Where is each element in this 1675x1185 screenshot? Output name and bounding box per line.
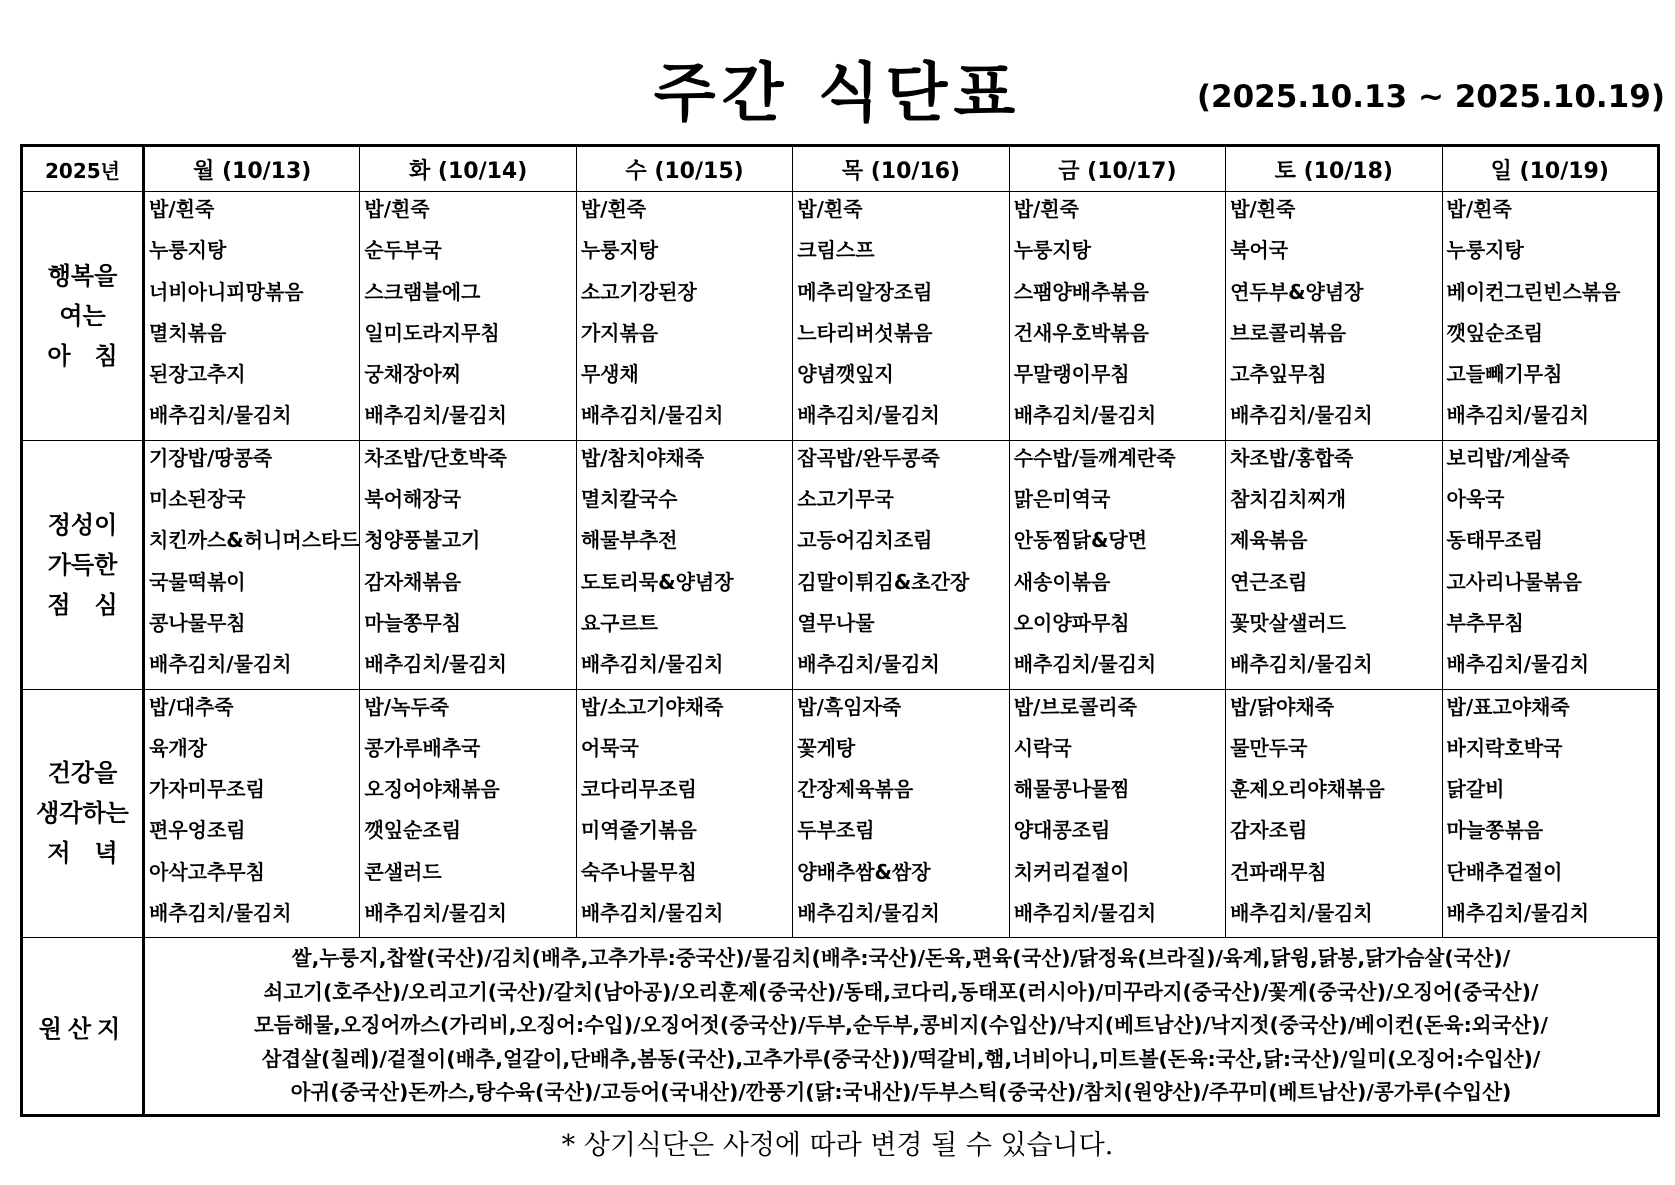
menu-item: 바지락호박국 (1446, 735, 1563, 760)
meal-label-line: 가득한 (47, 550, 118, 579)
menu-item: 차조밥/홍합죽 (1230, 445, 1354, 470)
menu-item: 배추김치/물김치 (797, 652, 940, 677)
menu-item: 배추김치/물김치 (1013, 652, 1157, 677)
day-header: 월 (10/13) (144, 146, 360, 192)
menu-item: 밥/표고야채죽 (1446, 694, 1570, 719)
menu-item: 배추김치/물김치 (364, 652, 507, 677)
menu-item: 밥/흰죽 (149, 197, 215, 221)
menu-list (793, 441, 1008, 689)
menu-item: 꽃맛살샐러드 (1230, 610, 1347, 635)
menu-item: 배추김치/물김치 (797, 403, 940, 428)
menu-item: 북어국 (1230, 238, 1289, 263)
menu-list (1443, 192, 1657, 440)
menu-cell (576, 440, 792, 689)
menu-item: 감자조림 (1230, 818, 1308, 843)
menu-item: 배추김치/물김치 (1230, 403, 1373, 428)
menu-list (145, 192, 359, 440)
menu-item: 궁채장아찌 (364, 362, 462, 387)
origin-line: 아귀(중국산)돈까스,탕수육(국산)/고등어(국내산)/깐풍기(닭:국내산)/두부스틱(중국산)/참치(원양산)/주꾸미(베트남산)/콩가루(수입산) (290, 1080, 1512, 1105)
menu-item: 밥/흰죽 (1446, 197, 1512, 221)
menu-item: 가지볶음 (580, 320, 659, 345)
menu-item: 두부조림 (797, 818, 875, 843)
menu-item: 부추무침 (1446, 610, 1524, 635)
menu-item: 고등어김치조림 (797, 528, 933, 553)
menu-cell (1226, 440, 1442, 689)
menu-item: 잡곡밥/완두콩죽 (797, 445, 940, 470)
menu-item: 김말이튀김&초간장 (797, 569, 970, 594)
menu-list (1443, 690, 1657, 938)
menu-item: 물만두국 (1230, 735, 1308, 760)
menu-item: 마늘쫑볶음 (1446, 818, 1544, 843)
meal-label-line: 생각하는 (36, 799, 129, 828)
origin-line: 쇠고기(호주산)/오리고기(국산)/갈치(남아공)/오리훈제(중국산)/동태,코다리,동태포(러시아)/미꾸라지(중국산)/꽃게(중국산)/오징어(중국산)/ (263, 979, 1539, 1004)
menu-item: 베이컨그린빈스볶음 (1446, 279, 1621, 304)
menu-item: 크림스프 (797, 238, 875, 263)
menu-item: 어묵국 (580, 735, 639, 760)
origin-line: 삼겹살(칠레)/겉절이(배추,얼갈이,단배추,봄동(국산),고추가루(중국산))/떡갈비,햄,너비아니,미트볼(돈육:국산,닭:국산)/일미(오징어:수입산)/ (261, 1046, 1541, 1071)
day-header: 금 (10/17) (1009, 146, 1225, 192)
menu-item: 숙주나물무침 (580, 859, 697, 884)
menu-item: 콩가루배추국 (364, 735, 481, 760)
menu-list (577, 690, 792, 938)
menu-item: 밥/흰죽 (1230, 197, 1296, 221)
day-header: 화 (10/14) (360, 146, 576, 192)
menu-item: 코다리무조림 (580, 777, 697, 802)
menu-item: 누룽지탕 (149, 238, 227, 263)
menu-item: 느타리버섯볶음 (797, 320, 933, 345)
weekly-menu-table (20, 144, 1660, 1117)
menu-item: 간장제육볶음 (797, 777, 914, 802)
menu-item: 오이양파무침 (1013, 610, 1130, 635)
menu-item: 배추김치/물김치 (797, 901, 940, 926)
menu-list (1226, 192, 1441, 440)
menu-item: 밥/흰죽 (797, 197, 863, 221)
menu-item: 제육볶음 (1230, 528, 1308, 553)
menu-cell (360, 192, 576, 441)
menu-item: 안동찜닭&당면 (1013, 528, 1148, 553)
menu-item: 밥/대추죽 (149, 694, 234, 719)
menu-item: 새송이볶음 (1013, 569, 1111, 594)
menu-item: 훈제오리야채볶음 (1230, 777, 1385, 802)
origin-line: 모듬해물,오징어까스(가리비,오징어:수입)/오징어젓(중국산)/두부,순두부,콩비지(수입산)/낙지(베트남산)/낙지젓(중국산)/베이컨(돈육:외국산)/ (253, 1013, 1549, 1038)
menu-item: 마늘쫑무침 (364, 610, 462, 635)
menu-item: 배추김치/물김치 (580, 403, 724, 428)
menu-item: 청양풍불고기 (364, 528, 481, 553)
menu-item: 아욱국 (1446, 487, 1505, 512)
menu-list (1226, 441, 1441, 689)
menu-item: 해물콩나물찜 (1013, 777, 1130, 802)
meal-label-line: 여는 (59, 301, 106, 330)
menu-item: 배추김치/물김치 (1230, 652, 1373, 677)
menu-cell (576, 192, 792, 441)
menu-item: 콩나물무침 (149, 610, 246, 635)
meal-label (22, 440, 144, 689)
menu-item: 밥/소고기야채죽 (580, 694, 724, 719)
menu-item: 치커리겉절이 (1013, 859, 1130, 884)
menu-item: 브로콜리볶음 (1230, 320, 1347, 345)
menu-list (145, 441, 359, 689)
origin-label: 원산지 (22, 938, 144, 1116)
menu-item: 밥/흑임자죽 (797, 694, 902, 719)
meal-row (22, 689, 1659, 938)
meal-label-line: 건강을 (47, 759, 118, 788)
menu-item: 배추김치/물김치 (149, 901, 292, 926)
meal-row (22, 440, 1659, 689)
meal-label-line: 행복을 (47, 261, 118, 290)
menu-cell (144, 192, 360, 441)
menu-item: 건새우호박볶음 (1013, 320, 1149, 345)
menu-list (1010, 690, 1225, 938)
menu-item: 스팸양배추볶음 (1013, 279, 1149, 304)
menu-list (1010, 441, 1225, 689)
menu-item: 깻잎순조림 (364, 818, 462, 843)
menu-item: 밥/참치야채죽 (580, 445, 705, 470)
menu-cell (1442, 192, 1658, 441)
menu-item: 메추리알장조림 (797, 279, 933, 304)
menu-item: 고추잎무침 (1230, 362, 1327, 387)
menu-list (360, 441, 575, 689)
menu-item: 배추김치/물김치 (149, 403, 292, 428)
menu-item: 미역줄기볶음 (580, 818, 697, 843)
meal-label (22, 192, 144, 441)
menu-item: 열무나물 (797, 610, 875, 635)
menu-cell (576, 689, 792, 938)
menu-item: 보리밥/게살죽 (1446, 445, 1570, 470)
menu-item: 아삭고추무침 (149, 859, 265, 884)
menu-list (793, 690, 1008, 938)
menu-item: 너비아니피망볶음 (149, 279, 304, 304)
menu-item: 연두부&양념장 (1230, 279, 1364, 304)
menu-item: 양배추쌈&쌈장 (797, 859, 931, 884)
menu-item: 밥/브로콜리죽 (1013, 694, 1137, 719)
menu-item: 양념깻잎지 (797, 362, 894, 387)
menu-item: 수수밥/들깨계란죽 (1013, 445, 1176, 470)
menu-item: 미소된장국 (149, 487, 246, 512)
menu-item: 배추김치/물김치 (1230, 901, 1373, 926)
menu-item: 누룽지탕 (580, 238, 659, 263)
menu-cell (1226, 689, 1442, 938)
menu-item: 시락국 (1013, 735, 1072, 760)
menu-item: 순두부국 (364, 238, 442, 263)
menu-item: 고들빼기무침 (1446, 362, 1563, 387)
menu-cell (144, 689, 360, 938)
menu-item: 기장밥/땅콩죽 (149, 445, 273, 470)
menu-list (793, 192, 1008, 440)
menu-item: 소고기무국 (797, 487, 894, 512)
menu-list (1226, 690, 1441, 938)
meal-label-line: 저 녁 (47, 839, 118, 868)
origin-line: 쌀,누룽지,찹쌀(국산)/김치(배추,고추가루:중국산)/물김치(배추:국산)/돈육,편육(국산)/닭정육(브라질)/육계,닭윙,닭봉,닭가슴살(국산)/ (291, 946, 1511, 971)
menu-item: 소고기강된장 (580, 279, 697, 304)
menu-item: 배추김치/물김치 (580, 901, 724, 926)
menu-item: 국물떡볶이 (149, 569, 246, 594)
menu-item: 깻잎순조림 (1446, 320, 1544, 345)
menu-item: 북어해장국 (364, 487, 462, 512)
page-title: 주간 식단표 (653, 57, 1022, 131)
menu-item: 배추김치/물김치 (1446, 901, 1590, 926)
menu-item: 배추김치/물김치 (149, 652, 292, 677)
menu-cell (144, 440, 360, 689)
menu-item: 편우엉조림 (149, 818, 246, 843)
day-header: 일 (10/19) (1442, 146, 1658, 192)
date-range: (2025.10.13 ~ 2025.10.19) (1196, 79, 1665, 115)
menu-item: 멸치칼국수 (580, 487, 678, 512)
meal-label-line: 정성이 (47, 510, 118, 539)
menu-item: 맑은미역국 (1013, 487, 1111, 512)
menu-item: 무말랭이무침 (1013, 362, 1130, 387)
menu-cell (793, 689, 1009, 938)
menu-item: 누룽지탕 (1013, 238, 1091, 263)
menu-item: 스크램블에그 (364, 279, 481, 304)
menu-item: 해물부추전 (580, 528, 678, 553)
menu-item: 가자미무조림 (149, 777, 265, 802)
meal-label-line: 아 침 (47, 341, 118, 370)
menu-item: 배추김치/물김치 (364, 901, 507, 926)
menu-cell (1442, 440, 1658, 689)
menu-item: 꽃게탕 (797, 735, 856, 760)
menu-item: 배추김치/물김치 (1446, 403, 1590, 428)
menu-cell (1009, 440, 1225, 689)
menu-item: 배추김치/물김치 (580, 652, 724, 677)
menu-cell (793, 192, 1009, 441)
menu-item: 닭갈비 (1446, 777, 1505, 802)
year-label: 2025년 (22, 146, 144, 192)
menu-item: 멸치볶음 (149, 320, 227, 345)
menu-item: 동태무조림 (1446, 528, 1544, 553)
menu-item: 도토리묵&양념장 (580, 569, 734, 594)
menu-item: 된장고추지 (149, 362, 246, 387)
menu-item: 배추김치/물김치 (364, 403, 507, 428)
menu-item: 단배추겉절이 (1446, 859, 1563, 884)
menu-item: 누룽지탕 (1446, 238, 1524, 263)
menu-list (145, 690, 359, 938)
day-header: 토 (10/18) (1226, 146, 1442, 192)
menu-item: 육개장 (149, 735, 207, 760)
menu-item: 배추김치/물김치 (1013, 403, 1157, 428)
menu-item: 고사리나물볶음 (1446, 569, 1582, 594)
menu-item: 밥/흰죽 (580, 197, 647, 221)
menu-item: 콘샐러드 (364, 859, 442, 884)
menu-cell (1226, 192, 1442, 441)
menu-list (1443, 441, 1657, 689)
menu-item: 감자채볶음 (364, 569, 462, 594)
menu-item: 참치김치찌개 (1230, 487, 1347, 512)
menu-item: 연근조림 (1230, 569, 1308, 594)
menu-item: 밥/흰죽 (364, 197, 430, 221)
change-notice: * 상기식단은 사정에 따라 변경 될 수 있습니다. (561, 1130, 1114, 1161)
menu-item: 일미도라지무침 (364, 320, 500, 345)
menu-item: 배추김치/물김치 (1446, 652, 1590, 677)
menu-cell (793, 440, 1009, 689)
menu-cell (1442, 689, 1658, 938)
menu-item: 배추김치/물김치 (1013, 901, 1157, 926)
day-header-row (22, 146, 1659, 192)
day-header: 목 (10/16) (793, 146, 1009, 192)
meal-label-line: 점 심 (47, 590, 118, 619)
menu-item: 밥/닭야채죽 (1230, 694, 1335, 719)
menu-list (360, 192, 575, 440)
menu-list (577, 192, 792, 440)
menu-list (1010, 192, 1225, 440)
meal-label (22, 689, 144, 938)
menu-item: 양대콩조림 (1013, 818, 1111, 843)
menu-list (577, 441, 792, 689)
menu-cell (360, 689, 576, 938)
menu-item: 무생채 (580, 362, 639, 387)
menu-item: 요구르트 (580, 610, 659, 635)
menu-cell (360, 440, 576, 689)
menu-item: 밥/흰죽 (1013, 197, 1079, 221)
menu-cell (1009, 689, 1225, 938)
menu-cell (1009, 192, 1225, 441)
menu-list (360, 690, 575, 938)
origin-text (144, 938, 1659, 1116)
menu-item: 밥/녹두죽 (364, 694, 450, 719)
menu-item: 오징어야채볶음 (364, 777, 500, 802)
menu-item: 치킨까스&허니머스타드 (149, 528, 360, 553)
menu-item: 건파래무침 (1230, 859, 1327, 884)
day-header: 수 (10/15) (576, 146, 792, 192)
meal-row (22, 192, 1659, 441)
menu-item: 차조밥/단호박죽 (364, 445, 507, 470)
origin-row (22, 938, 1659, 1116)
